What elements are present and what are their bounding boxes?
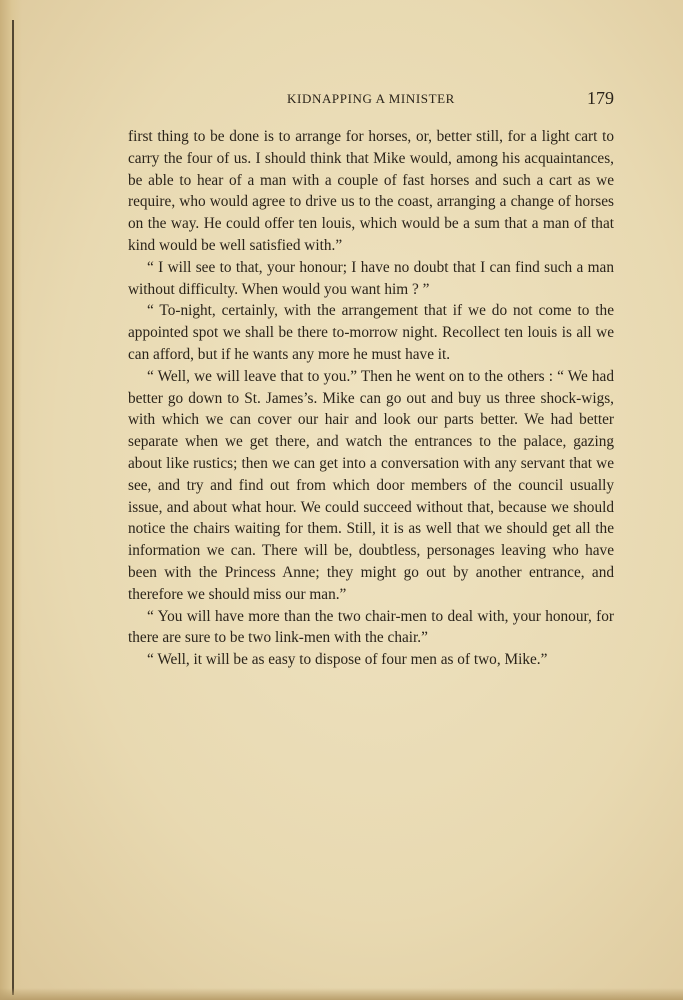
paragraph-4: “ Well, we will leave that to you.” Then he went on to the others : “ We had better go down to St. James’s. Mike can go out and buy us three shock-wigs, with which we can cover our hair and look our parts better. We had better separate when we get there, and watch the entrances to the palace, gazing about like rustics; then we can get into a conversation with any servant that we see, and try and find out from which door members of the council usually issue, and about what hour. We could succeed without that, because we should notice the chairs waiting for them. Still, it is as well that we should get all the information we can. There will be, doubtless, personages leaving who have been with the Princess Anne; they might go out by another entrance, and therefore we should miss our man.” bbox=[128, 367, 614, 603]
page-number: 179 bbox=[587, 88, 614, 108]
page-bottom-edge bbox=[0, 988, 683, 1000]
paragraph-3: “ To-night, certainly, with the arrangement that if we do not come to the appointed spot we shall be there to-morrow night. Recollect ten louis is all we can afford, but if he wants any more he must have it. bbox=[128, 302, 614, 363]
page-header bbox=[128, 88, 614, 112]
paragraph-2: “ I will see to that, your honour; I have no doubt that I can find such a man without difficulty. When would you want him ? ” bbox=[128, 258, 614, 298]
running-head: KIDNAPPING A MINISTER bbox=[287, 91, 455, 106]
binding-shadow bbox=[0, 0, 22, 1000]
paragraph-5: “ You will have more than the two chair-men to deal with, your honour, for there are sure to be two link-men with the chair.” bbox=[128, 607, 614, 647]
paragraph-6: “ Well, it will be as easy to dispose of four men as of two, Mike.” bbox=[147, 651, 548, 669]
body-text bbox=[128, 126, 614, 671]
paragraph-1: first thing to be done is to arrange for horses, or, better still, for a light cart to carry the four of us. I should think that Mike would, among his acquaintances, be able to hear of a man with a couple of fast horses and such a cart as we require, who would agree to drive us to the coast, arranging a change of horses on the way. He could offer ten louis, which would be a sum that a man of that kind would be well satisfied with.” bbox=[128, 128, 614, 254]
binding-line bbox=[12, 20, 14, 995]
